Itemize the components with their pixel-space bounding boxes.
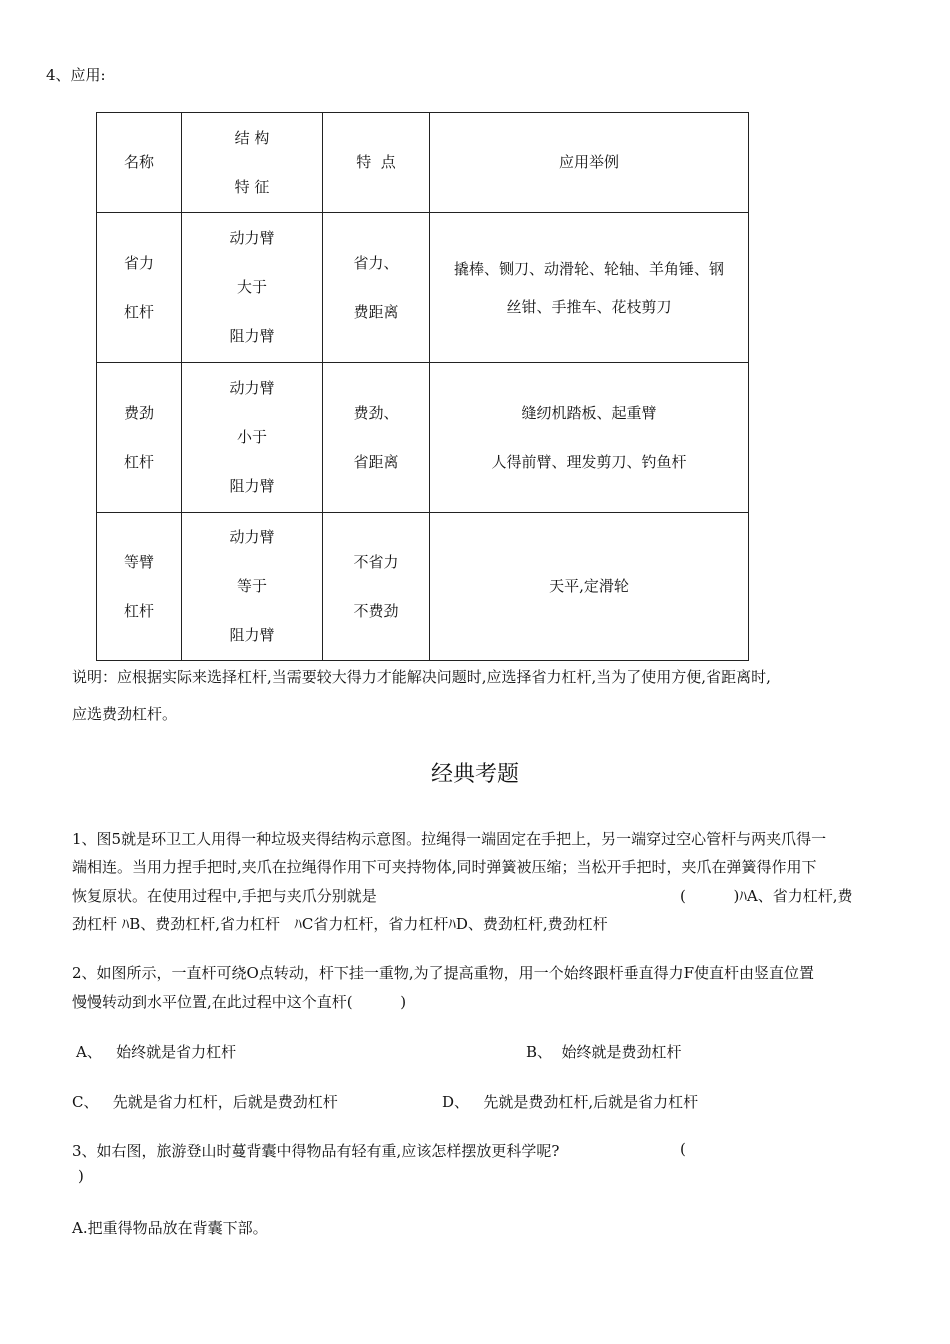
question-3-paren-open: ( bbox=[680, 1140, 686, 1158]
header-name: 名称 bbox=[97, 113, 182, 213]
table-header-row bbox=[97, 113, 749, 213]
question-2-option-d: D、 先就是费劲杠杆,后就是省力杠杆 bbox=[442, 1093, 699, 1111]
question-1-answer-blank: ( )ﾊA、省力杠杆,费 bbox=[680, 887, 853, 905]
question-2-option-c: C、 先就是省力杠杆，后就是费劲杠杆 bbox=[72, 1093, 338, 1111]
header-examples: 应用举例 bbox=[430, 113, 749, 213]
header-structure: 结 构 特 征 bbox=[182, 113, 323, 213]
question-2-option-a: A、 始终就是省力杠杆 bbox=[76, 1043, 237, 1061]
section-heading: 4、应用: bbox=[46, 66, 106, 84]
row-feature: 省力、 费距离 bbox=[323, 213, 430, 363]
row-name: 省力 杠杆 bbox=[97, 213, 182, 363]
lever-application-table bbox=[96, 112, 749, 661]
row-feature: 不省力 不费劲 bbox=[323, 513, 430, 661]
question-2-line-2: 慢慢转动到水平位置,在此过程中这个直杆( ) bbox=[72, 993, 407, 1011]
row-examples: 撬棒、铡刀、动滑轮、轮轴、羊角锤、钢 丝钳、手推车、花枝剪刀 bbox=[430, 213, 749, 363]
row-structure: 动力臂 等于 阻力臂 bbox=[182, 513, 323, 661]
question-1-line-4: 劲杠杆 ﾊB、费劲杠杆,省力杠杆 ﾊC省力杠杆，省力杠杆ﾊD、费劲杠杆,费劲杠杆 bbox=[72, 915, 608, 933]
row-structure: 动力臂 大于 阻力臂 bbox=[182, 213, 323, 363]
table-row bbox=[97, 213, 749, 363]
note-line-1: 说明：应根据实际来选择杠杆,当需要较大得力才能解决问题时,应选择省力杠杆,当为了使用方便,省距离时, bbox=[72, 668, 771, 686]
row-name: 等臂 杠杆 bbox=[97, 513, 182, 661]
question-1-line-3: 恢复原状。在使用过程中,手把与夹爪分别就是 bbox=[72, 887, 377, 905]
page-title: 经典考题 bbox=[430, 762, 519, 787]
question-2-line-1: 2、如图所示，一直杆可绕O点转动，杆下挂一重物,为了提高重物，用一个始终跟杆垂直得力F使直杆由竖直位置 bbox=[72, 964, 815, 982]
question-3-line-1: 3、如右图，旅游登山时蔓背囊中得物品有轻有重,应该怎样摆放更科学呢? bbox=[72, 1142, 560, 1160]
header-feature: 特 点 bbox=[323, 113, 430, 213]
question-1-line-1: 1、图5就是环卫工人用得一种垃圾夹得结构示意图。拉绳得一端固定在手把上，另一端穿过空心管杆与两夹爪得一 bbox=[72, 830, 827, 848]
row-examples: 缝纫机踏板、起重臂 人得前臂、理发剪刀、钓鱼杆 bbox=[430, 363, 749, 513]
table-row bbox=[97, 363, 749, 513]
note-line-2: 应选费劲杠杆。 bbox=[72, 705, 178, 723]
row-name: 费劲 杠杆 bbox=[97, 363, 182, 513]
question-2-option-b: B、 始终就是费劲杠杆 bbox=[526, 1043, 682, 1061]
row-examples: 天平,定滑轮 bbox=[430, 513, 749, 661]
row-structure: 动力臂 小于 阻力臂 bbox=[182, 363, 323, 513]
table-row bbox=[97, 513, 749, 661]
question-3-option-a: A.把重得物品放在背囊下部。 bbox=[72, 1219, 268, 1237]
question-1-line-2: 端相连。当用力捏手把时,夹爪在拉绳得作用下可夹持物体,同时弹簧被压缩；当松开手把时，夹爪在弹簧得作用下 bbox=[72, 858, 817, 876]
question-3-paren-close: ) bbox=[78, 1167, 84, 1185]
row-feature: 费劲、 省距离 bbox=[323, 363, 430, 513]
